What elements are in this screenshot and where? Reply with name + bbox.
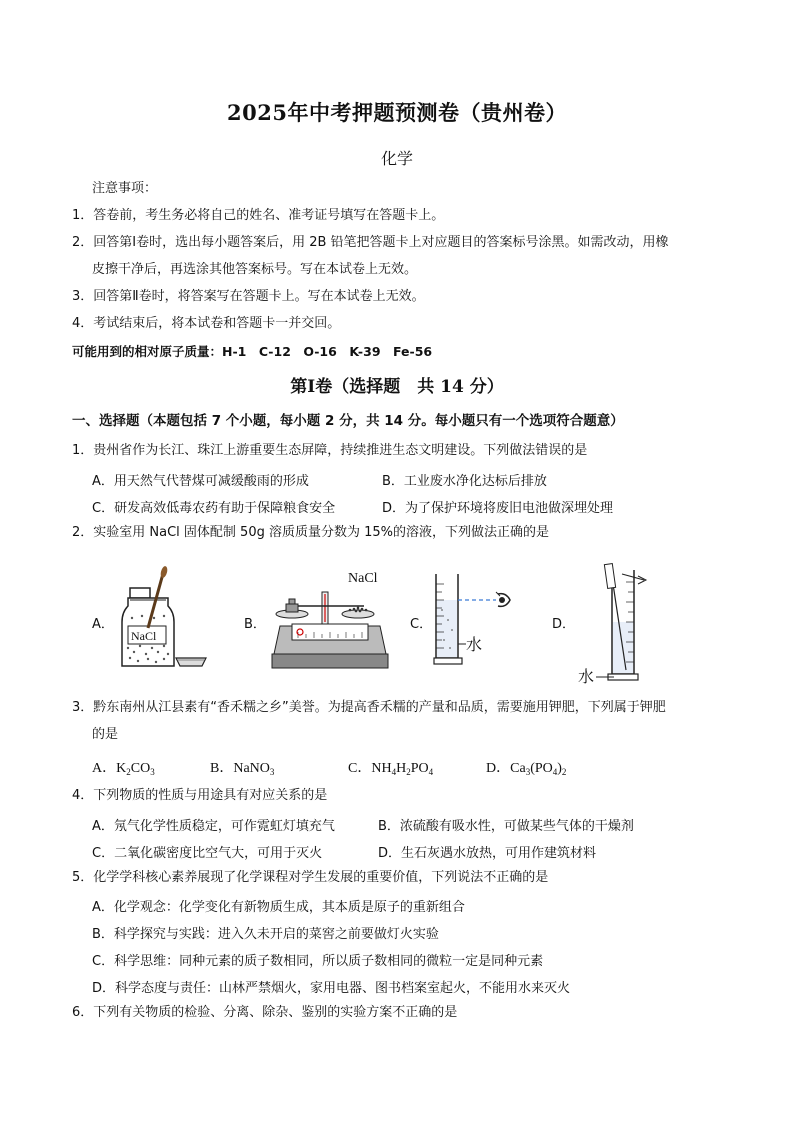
q1-option-d: D．为了保护环境将废旧电池做深埋处理 — [382, 501, 614, 516]
q2-label-a: A． — [92, 617, 114, 632]
cylinder-stirring-figure — [574, 562, 684, 690]
exam-title: 2025年中考押题预测卷（贵州卷） — [227, 100, 567, 125]
q2-label-c: C． — [410, 617, 433, 632]
water-label-d: 水 — [578, 669, 595, 686]
cylinder-reading-figure — [430, 570, 530, 670]
q3-option-a: A．$K_2CO_3$ — [92, 761, 155, 777]
notice-heading: 注意事项： — [92, 181, 158, 196]
q3-option-b: B．NaNO$_3$ — [210, 761, 275, 777]
notice-item-3: 3．回答第Ⅱ卷时，将答案写在答题卡上。写在本试卷上无效。 — [72, 289, 425, 304]
q5-option-a: A．化学观念：化学变化有新物质生成，其本质是原子的重新组合 — [92, 900, 465, 915]
section-instruction: 一、选择题（本题包括 7 个小题，每小题 2 分，共 14 分。每小题只有一个选项符合题意） — [72, 413, 624, 429]
q3-option-c: C．$NH_4H_2PO_4$ — [348, 761, 434, 777]
jar-label: NaCl — [131, 629, 157, 643]
notice-item-2: 2．回答第Ⅰ卷时，选出每小题答案后，用 2B 铅笔把答题卡上对应题目的答案标号涂黑。如需改动，用橡 — [72, 235, 669, 250]
subject-title: 化学 — [380, 149, 413, 168]
balance-figure — [262, 566, 402, 674]
notice-item-1: 1．答卷前，考生务必将自己的姓名、准考证号填写在答题卡上。 — [72, 208, 445, 223]
q4-option-b: B．浓硫酸有吸水性，可做某些气体的干燥剂 — [378, 819, 634, 834]
q4-option-a: A．氖气化学性质稳定，可作霓虹灯填充气 — [92, 819, 335, 834]
q3-stem-line1: 3．黔东南州从江县素有“香禾糯之乡”美誉。为提高香禾糯的产量和品质，需要施用钾肥，下列属于钾肥 — [72, 700, 666, 715]
q1-option-c: C．研发高效低毒农药有助于保障粮食安全 — [92, 501, 336, 516]
q2-stem: 2．实验室用 NaCl 固体配制 50g 溶质质量分数为 15%的溶液，下列做法正确的是 — [72, 525, 550, 540]
q2-label-d: D． — [552, 617, 576, 632]
q3-stem-line2: 的是 — [92, 727, 119, 742]
notice-item-4: 4．考试结束后，将本试卷和答题卡一并交回。 — [72, 316, 341, 331]
water-label-c: 水 — [466, 637, 483, 654]
q3-option-d: D．$Ca_3(PO_4)_2$ — [486, 761, 567, 777]
q1-option-a: A．用天然气代替煤可减缓酸雨的形成 — [92, 474, 309, 489]
q5-option-d: D．科学态度与责任：山林严禁烟火，家用电器、图书档案室起火，不能用水来灭火 — [92, 981, 571, 996]
balance-label: NaCl — [348, 571, 378, 586]
q1-option-b: B．工业废水净化达标后排放 — [382, 474, 547, 489]
q2-label-b: B． — [244, 617, 266, 632]
q4-option-c: C．二氧化碳密度比空气大，可用于灭火 — [92, 846, 323, 861]
q6-stem: 6．下列有关物质的检验、分离、除杂、鉴别的实验方案不正确的是 — [72, 1005, 458, 1020]
notice-item-2-cont: 皮擦干净后，再选涂其他答案标号。写在本试卷上无效。 — [92, 262, 418, 277]
section-title: 第Ⅰ卷（选择题 共 14 分） — [290, 377, 504, 397]
jar-spoon-figure — [118, 566, 218, 672]
q5-stem: 5．化学学科核心素养展现了化学课程对学生发展的重要价值，下列说法不正确的是 — [72, 870, 549, 885]
q5-option-b: B．科学探究与实践：进入久未开启的菜窖之前要做灯火实验 — [92, 927, 439, 942]
q4-option-d: D．生石灰遇水放热，可用作建筑材料 — [378, 846, 597, 861]
atomic-masses: 可能用到的相对原子质量：H-1 C-12 O-16 K-39 Fe-56 — [72, 344, 433, 359]
q5-option-c: C．科学思维：同种元素的质子数相同，所以质子数相同的微粒一定是同种元素 — [92, 954, 544, 969]
q4-stem: 4．下列物质的性质与用途具有对应关系的是 — [72, 788, 328, 803]
q1-stem: 1．贵州省作为长江、珠江上游重要生态屏障，持续推进生态文明建设。下列做法错误的是 — [72, 443, 588, 458]
